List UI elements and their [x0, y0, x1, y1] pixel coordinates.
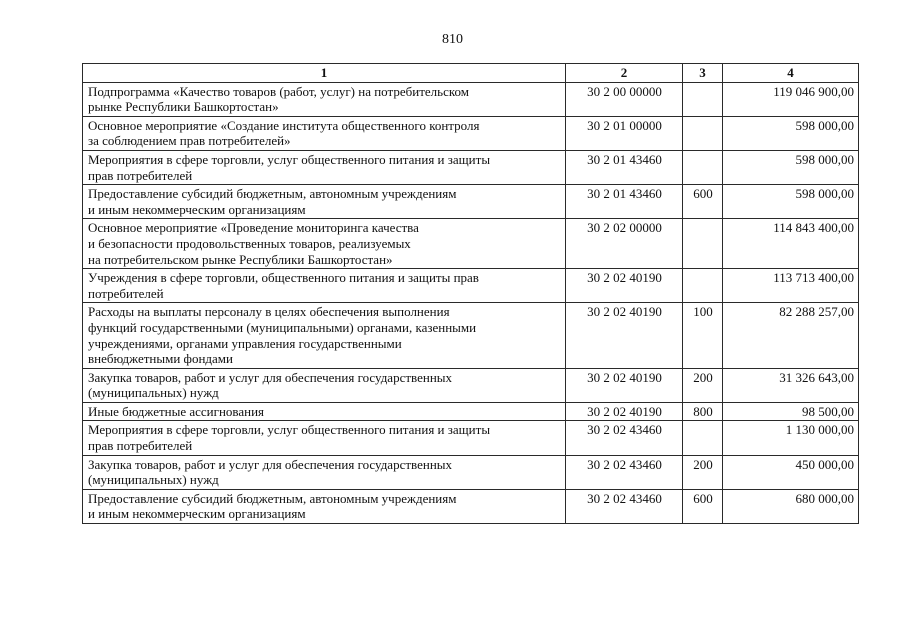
expense-type-cell: [683, 150, 723, 184]
table-row: [83, 421, 859, 455]
row-name-cell: Иные бюджетные ассигнования: [83, 402, 566, 421]
amount-cell: 114 843 400,00: [723, 219, 859, 269]
row-name-cell: Основное мероприятие «Создание института общественного контроля за соблюдением прав потребителей»: [83, 116, 566, 150]
target-article-code-cell: 30 2 02 43460: [566, 455, 683, 489]
target-article-code-cell: 30 2 02 40190: [566, 303, 683, 368]
amount-cell: 598 000,00: [723, 185, 859, 219]
row-name-cell: Закупка товаров, работ и услуг для обеспечения государственных (муниципальных) нужд: [83, 368, 566, 402]
amount-cell: 82 288 257,00: [723, 303, 859, 368]
row-name-cell: Мероприятия в сфере торговли, услуг общественного питания и защиты прав потребителей: [83, 421, 566, 455]
amount-cell: 598 000,00: [723, 116, 859, 150]
row-name-cell: Мероприятия в сфере торговли, услуг общественного питания и защиты прав потребителей: [83, 150, 566, 184]
table-row: [83, 368, 859, 402]
target-article-code-cell: 30 2 02 40190: [566, 269, 683, 303]
table-row: [83, 489, 859, 523]
expense-type-cell: 600: [683, 489, 723, 523]
amount-cell: 450 000,00: [723, 455, 859, 489]
target-article-code-cell: 30 2 02 00000: [566, 219, 683, 269]
expense-type-cell: [683, 269, 723, 303]
row-name-cell: Подпрограмма «Качество товаров (работ, услуг) на потребительском рынке Республики Башкортостан»: [83, 82, 566, 116]
expense-type-cell: [683, 116, 723, 150]
expense-type-cell: [683, 219, 723, 269]
table-row: [83, 455, 859, 489]
amount-cell: 98 500,00: [723, 402, 859, 421]
amount-cell: 1 130 000,00: [723, 421, 859, 455]
expense-type-cell: 600: [683, 185, 723, 219]
target-article-code-cell: 30 2 01 43460: [566, 150, 683, 184]
table-row: [83, 269, 859, 303]
expense-type-cell: [683, 82, 723, 116]
header-row: [83, 64, 859, 83]
amount-cell: 680 000,00: [723, 489, 859, 523]
header-col-3: 3: [683, 64, 723, 83]
target-article-code-cell: 30 2 02 40190: [566, 368, 683, 402]
table-row: [83, 303, 859, 368]
target-article-code-cell: 30 2 02 40190: [566, 402, 683, 421]
table-row: [83, 116, 859, 150]
amount-cell: 31 326 643,00: [723, 368, 859, 402]
row-name-cell: Закупка товаров, работ и услуг для обеспечения государственных (муниципальных) нужд: [83, 455, 566, 489]
row-name-cell: Предоставление субсидий бюджетным, автономным учреждениям и иным некоммерческим организациям: [83, 489, 566, 523]
row-name-cell: Учреждения в сфере торговли, общественного питания и защиты прав потребителей: [83, 269, 566, 303]
table-row: [83, 185, 859, 219]
row-name-cell: Основное мероприятие «Проведение мониторинга качества и безопасности продовольственных товаров, реализуемых на потребительском рынке Республики Башкортостан»: [83, 219, 566, 269]
amount-cell: 113 713 400,00: [723, 269, 859, 303]
row-name-cell: Расходы на выплаты персоналу в целях обеспечения выполнения функций государственными (муниципальными) органами, казенными учреждениями, органами управления государственными внебюджетными фондами: [83, 303, 566, 368]
target-article-code-cell: 30 2 01 00000: [566, 116, 683, 150]
header-col-1: 1: [83, 64, 566, 83]
expense-type-cell: 200: [683, 368, 723, 402]
target-article-code-cell: 30 2 01 43460: [566, 185, 683, 219]
table-row: [83, 150, 859, 184]
expense-type-cell: 100: [683, 303, 723, 368]
target-article-code-cell: 30 2 00 00000: [566, 82, 683, 116]
table-row: [83, 219, 859, 269]
target-article-code-cell: 30 2 02 43460: [566, 489, 683, 523]
amount-cell: 119 046 900,00: [723, 82, 859, 116]
amount-cell: 598 000,00: [723, 150, 859, 184]
table-row: [83, 402, 859, 421]
header-col-4: 4: [723, 64, 859, 83]
budget-table: [82, 63, 859, 524]
header-col-2: 2: [566, 64, 683, 83]
table-row: [83, 82, 859, 116]
expense-type-cell: 200: [683, 455, 723, 489]
target-article-code-cell: 30 2 02 43460: [566, 421, 683, 455]
expense-type-cell: 800: [683, 402, 723, 421]
table-body: [83, 82, 859, 523]
page-number: 810: [442, 32, 463, 47]
expense-type-cell: [683, 421, 723, 455]
row-name-cell: Предоставление субсидий бюджетным, автономным учреждениям и иным некоммерческим организациям: [83, 185, 566, 219]
